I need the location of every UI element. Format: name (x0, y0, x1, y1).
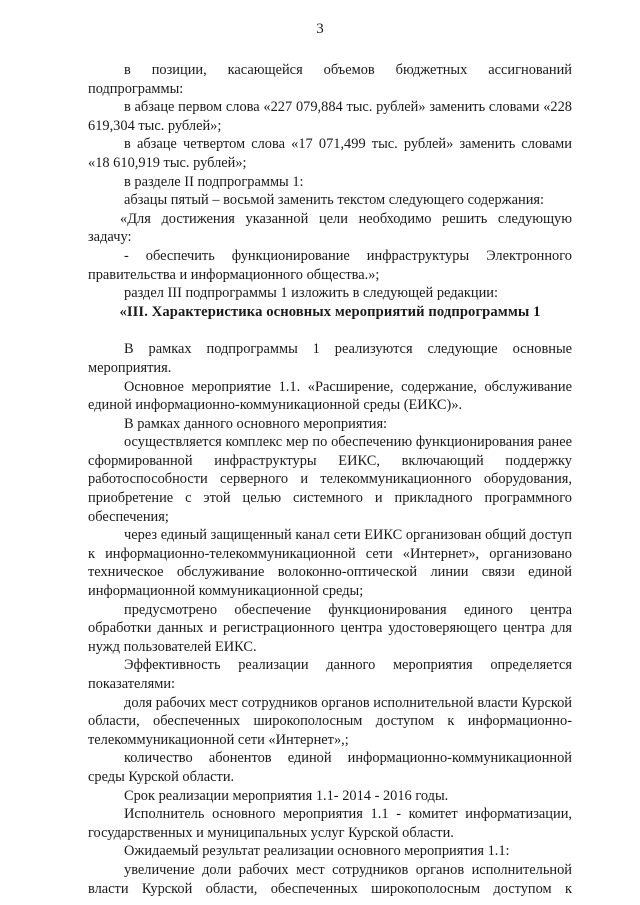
paragraph: в разделе II подпрограммы 1: (124, 173, 304, 190)
paragraph: - обеспечить функционирование инфраструктуры Электронного правительства и информационного общества.»; (88, 247, 572, 283)
paragraph: доля рабочих мест сотрудников органов исполнительной власти Курской области, обеспеченных широкополосным доступом к информационно-телекоммуникационной сети «Интернет»,; (88, 694, 572, 748)
paragraph: Ожидаемый результат реализации основного мероприятия 1.1: (124, 843, 510, 860)
paragraph: Основное мероприятие 1.1. «Расширение, содержание, обслуживание единой информационно-коммуникационной среды (ЕИКС)». (88, 378, 572, 414)
paragraph: через единый защищенный канал сети ЕИКС организован общий доступ к информационно-телекоммуникационной сети «Интернет», организовано техническое обслуживание волоконно-оптической линии связи единой информационной коммуникационной среды; (88, 527, 572, 600)
paragraph: раздел III подпрограммы 1 изложить в следующей редакции: (124, 285, 499, 302)
paragraph: абзацы пятый – восьмой заменить текстом следующего содержания: (124, 192, 545, 209)
paragraph: Срок реализации мероприятия 1.1- 2014 - 2016 годы. (124, 787, 449, 804)
document-body (88, 61, 572, 898)
paragraph: количество абонентов единой информационно-коммуникационной среды Курской области. (88, 750, 572, 785)
paragraph: предусмотрено обеспечение функционирования единого центра обработки данных и регистрационного центра удостоверяющего центра для нужд пользователей ЕИКС. (88, 601, 572, 655)
paragraph: в позиции, касающейся объемов бюджетных ассигнований подпрограммы: (88, 62, 572, 97)
paragraph: увеличение доли рабочих мест сотрудников органов исполнительной власти Курской области, обеспеченных широкополосным доступом к (88, 861, 572, 897)
paragraph: В рамках подпрограммы 1 реализуются следующие основные мероприятия. (88, 341, 572, 376)
paragraph: Исполнитель основного мероприятия 1.1 - комитет информатизации, государственных и муниципальных услуг Курской области. (88, 806, 572, 841)
paragraph: В рамках данного основного мероприятия: (124, 415, 388, 432)
paragraph: в абзаце первом слова «227 079,884 тыс. рублей» заменить словами «228 619,304 тыс. рублей»; (88, 99, 572, 134)
page-number: 3 (316, 21, 324, 37)
paragraph: в абзаце четвертом слова «17 071,499 тыс. рублей» заменить словами «18 610,919 тыс. рублей»; (88, 136, 572, 171)
paragraph: осуществляется комплекс мер по обеспечению функционирования ранее сформированной инфраструктуры ЕИКС, включающий поддержку работоспособности серверного и телекоммуникационного оборудования, приобретение с этой целью системного и прикладного программного обеспечения; (88, 434, 572, 525)
paragraph: Эффективность реализации данного мероприятия определяется показателями: (88, 657, 572, 692)
section-heading: «III. Характеристика основных мероприятий подпрограммы 1 (119, 303, 541, 320)
paragraph: «Для достижения указанной цели необходимо решить следующую задачу: (88, 210, 572, 246)
